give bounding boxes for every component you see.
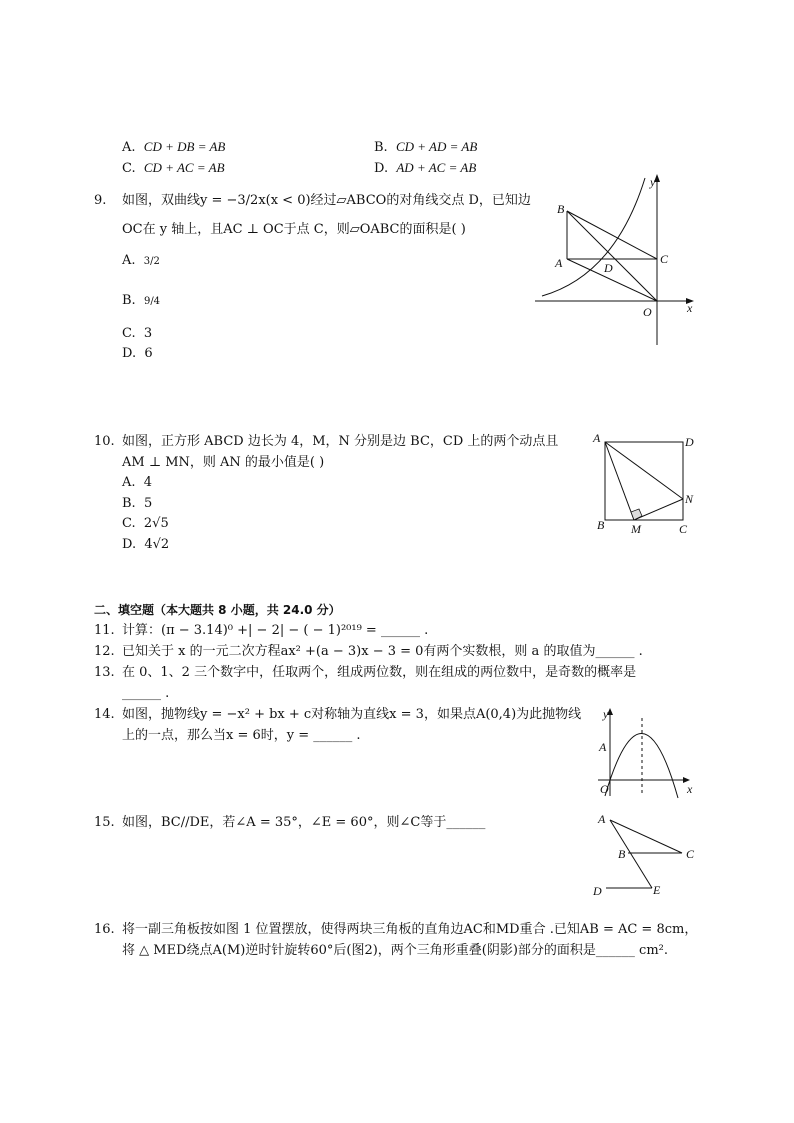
q15-text: 如图，BC//DE，若∠A = 35°，∠E = 60°，则∠C等于______: [122, 815, 486, 830]
q16-text-line1: 将一副三角板按如图 1 位置摆放，使得两块三角板的直角边AC和MD重合 .已知AB = AC = 8cm，: [122, 922, 698, 937]
q15-figure: [590, 808, 700, 900]
label-n: N: [685, 492, 694, 506]
segment-an: [605, 442, 683, 499]
q12-text: 已知关于 x 的一元二次方程ax² +(a − 3)x − 3 = 0有两个实数根，则 a 的取值为______ .: [122, 644, 643, 659]
label-m: M: [631, 522, 641, 536]
segment-ae: [610, 820, 652, 888]
label-e: E: [653, 883, 661, 897]
segment-bc: [567, 211, 657, 259]
label-a: A: [593, 431, 601, 445]
label-x: x: [687, 782, 693, 796]
q8-option-d[interactable]: D. AD + AC = AB: [374, 160, 477, 176]
q16-number: 16.: [94, 922, 115, 937]
label-a: A: [555, 256, 563, 270]
q13-text-line1: 在 0、1、2 三个数字中，任取两个，组成两位数，则在组成的两位数中，是奇数的概率是: [122, 665, 637, 680]
label-d: D: [593, 884, 602, 898]
segment-am: [605, 442, 634, 520]
q9-option-b[interactable]: B. 9/4: [122, 293, 161, 308]
q10-option-d[interactable]: D. 4√2: [122, 537, 170, 552]
q9-text-line2: OC在 y 轴上，且AC ⊥ OC于点 C，则▱OABC的面积是( ): [122, 222, 466, 237]
q8-option-b[interactable]: B. CD + AD = AB: [374, 139, 478, 155]
label-o: O: [600, 782, 609, 796]
q14-text-line2: 上的一点，那么当x = 6时，y = ______ .: [122, 728, 361, 743]
q14-number: 14.: [94, 707, 115, 722]
q10-number: 10.: [94, 434, 115, 449]
label-b: B: [618, 847, 626, 861]
label-y: y: [650, 175, 656, 189]
square-abcd: [605, 442, 683, 520]
q12-number: 12.: [94, 644, 115, 659]
label-o: O: [643, 305, 652, 319]
q9-figure: [530, 170, 700, 350]
q11-text: 计算：(π − 3.14)⁰ +| − 2| − ( − 1)²⁰¹⁹ = ______ .: [122, 623, 429, 638]
q11-number: 11.: [94, 623, 115, 638]
q8-option-c[interactable]: C. CD + AC = AB: [122, 160, 225, 176]
label-d: D: [604, 261, 613, 275]
q9-number: 9.: [94, 193, 107, 208]
label-b: B: [597, 518, 605, 532]
q10-option-c[interactable]: C. 2√5: [122, 516, 169, 531]
q9-text-line1: 如图，双曲线y = −3/2x(x < 0)经过▱ABCO的对角线交点 D，已知边: [122, 193, 531, 208]
segment-mn: [634, 499, 683, 520]
q10-figure: [590, 428, 700, 540]
q10-text-line1: 如图，正方形 ABCD 边长为 4，M，N 分别是边 BC，CD 上的两个动点且: [122, 434, 559, 449]
label-c: C: [660, 252, 669, 266]
label-d: D: [685, 435, 694, 449]
q14-figure: [592, 700, 702, 800]
section-fill-blank-title: 二、填空题（本大题共 8 小题，共 24.0 分）: [94, 603, 341, 617]
label-x: x: [687, 301, 693, 315]
q8-option-a[interactable]: A. CD + DB = AB: [122, 139, 226, 155]
q14-text-line1: 如图，抛物线y = −x² + bx + c对称轴为直线x = 3，如果点A(0,4)为此抛物线: [122, 707, 582, 722]
label-a: A: [599, 740, 607, 754]
q10-option-a[interactable]: A. 4: [122, 475, 153, 490]
q10-text-line2: AM ⊥ MN，则 AN 的最小值是( ): [122, 455, 325, 470]
q16-text-line2: 将 △ MED绕点A(M)逆时针旋转60°后(图2)，两个三角形重叠(阴影)部分的面积是______ cm².: [122, 943, 669, 958]
q9-option-c[interactable]: C. 3: [122, 326, 153, 341]
label-y: y: [603, 707, 609, 721]
q13-number: 13.: [94, 665, 115, 680]
q13-text-line2: ______ .: [122, 686, 170, 701]
q15-number: 15.: [94, 815, 115, 830]
q10-option-b[interactable]: B. 5: [122, 496, 153, 511]
right-angle-mark: [631, 509, 642, 520]
segment-bo: [567, 211, 657, 301]
q9-option-d[interactable]: D. 6: [122, 346, 153, 361]
label-b: B: [557, 202, 565, 216]
label-c: C: [679, 522, 688, 536]
label-c: C: [686, 847, 695, 861]
label-a: A: [598, 812, 606, 826]
q9-option-a[interactable]: A. 3/2: [122, 253, 160, 268]
